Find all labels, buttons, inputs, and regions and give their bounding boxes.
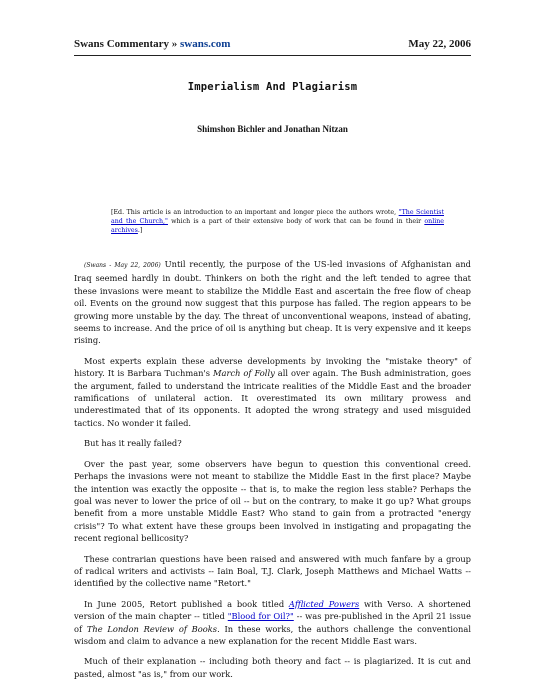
editor-note [111, 208, 444, 236]
paragraph-6-text-d: . In these works, the authors challenge the conventional wisdom and claim to advance a new explanation for the recent Middle East wars. [74, 623, 471, 646]
paragraph-6-text-a: In June 2005, Retort published a book titled [84, 598, 289, 609]
afflicted-powers-link[interactable]: Afflicted Powers [288, 598, 360, 609]
online-archives-link[interactable]: online archives [111, 218, 444, 235]
paragraph-4: Over the past year, some observers have begun to question this conventional creed. Perhaps the invasions were not meant to stabilize the Middle East in the first place? Maybe the intention was exactly the opposite -- that is, to make the region less stable? Perhaps the goal was never to lower the price of oil -- but on the contrary, to make it go up? What groups benefit from a more unstable Middle East? Who stand to gain from a protracted "energy crisis"? To what extent have these groups been involved in instigating and propagating the recent regional bellicosity? [74, 458, 471, 544]
blood-for-oil-link[interactable]: "Blood for Oil?" [227, 611, 294, 622]
paragraph-1 [74, 258, 471, 347]
march-of-folly-title: March of Folly [213, 368, 275, 379]
paragraph-1-text: Until recently, the purpose of the US-led invasions of Afghanistan and Iraq seemed hardly in doubt. Thinkers on both the right and the left tended to agree that these invasions were meant to stabilize the Middle East and ascertain the free flow of cheap oil. Events on the ground now suggest that this purpose has failed. The region appears to be growing more unstable by the day. The threat of unconventional weapons, instead of abating, seems to increase. And the price of oil is anything but cheap. It is very expensive and it keeps rising. [74, 259, 471, 346]
article-body [74, 258, 471, 688]
paragraph-6 [74, 598, 471, 648]
london-review-title: The London Review of Books [86, 623, 218, 634]
header-separator: » [169, 38, 181, 50]
article-title: Imperialism And Plagiarism [187, 81, 358, 93]
site-link[interactable]: swans.com [180, 38, 231, 50]
publication-date: May 22, 2006 [408, 38, 471, 50]
publication-line [74, 38, 230, 50]
article-authors: Shimshon Bichler and Jonathan Nitzan [197, 124, 348, 134]
paragraph-5: These contrarian questions have been raised and answered with much fanfare by a group of radical writers and activists -- Iain Boal, T.J. Clark, Joseph Matthews and Michael Watts -- identified by the collective name "Retort." [74, 553, 471, 589]
header-divider [74, 55, 471, 56]
paragraph-3: But has it really failed? [84, 438, 182, 449]
paragraph-6-text-c: -- was pre-published in the April 21 issue of [74, 611, 471, 634]
editor-note-text-end: .] [137, 227, 143, 235]
dateline: (Swans - May 22, 2006) [84, 262, 161, 269]
editor-note-text-mid: which is a part of their extensive body of work that can be found in their [167, 218, 425, 226]
editor-note-text: [Ed. This article is an introduction to an important and longer piece the authors wrote, [111, 209, 399, 216]
paragraph-2-text-b: all over again. The Bush administration, goes the argument, failed to understand the intricate realities of the Middle East and the broader ramifications of unilateral action. It overestimated its own military prowess and underestimated that of its opponents. It adopted the wrong strategy and used misguided tactics. No wonder it failed. [74, 368, 471, 428]
paragraph-7: Much of their explanation -- including both theory and fact -- is plagiarized. It is cut and pasted, almost "as is," from our work. [74, 656, 471, 679]
scientist-church-link[interactable]: "The Scientist and the Church," [111, 209, 444, 226]
paragraph-2 [74, 355, 471, 429]
paragraph-2-text-a: Most experts explain these adverse developments by invoking the "mistake theory" of history. It is Barbara Tuchman's [74, 355, 471, 379]
paragraph-6-text-b: with Verso. A shortened version of the main chapter -- titled [74, 598, 471, 622]
publication-name: Swans Commentary [74, 38, 170, 50]
